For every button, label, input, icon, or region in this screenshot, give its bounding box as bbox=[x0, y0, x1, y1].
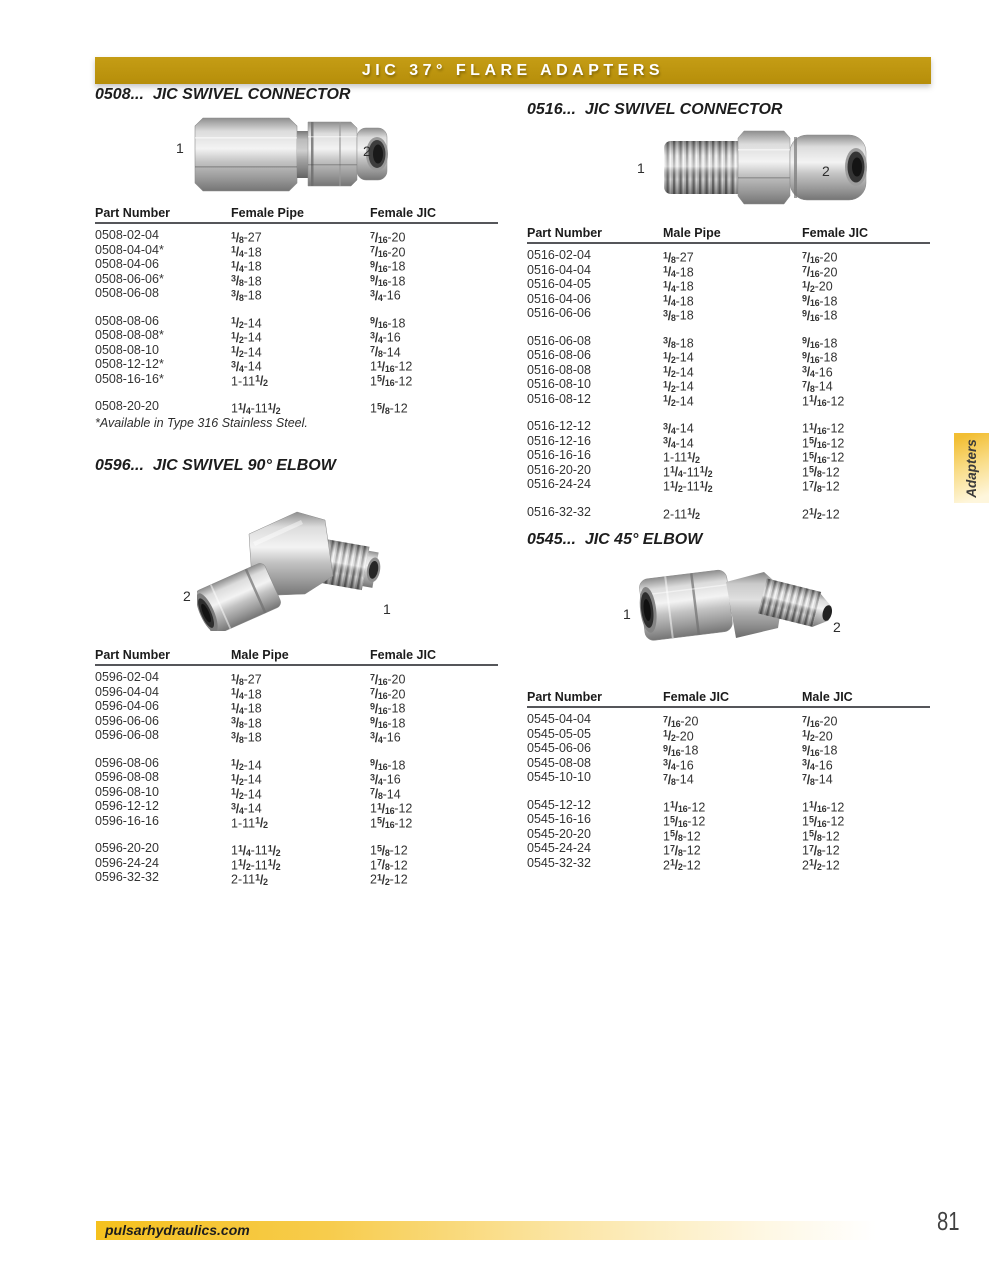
thread-size-cell: $^1/_2-14$ bbox=[231, 786, 262, 801]
part-number-cell: 0516-08-10 bbox=[527, 377, 591, 391]
table-row bbox=[527, 263, 930, 278]
part-number-cell: 0516-08-08 bbox=[527, 362, 591, 377]
table-row bbox=[95, 243, 498, 258]
thread-size-cell: $1^7/_8-12$ bbox=[802, 479, 840, 494]
thread-size-cell: $^1/_4-18$ bbox=[663, 264, 694, 279]
part-number-cell: 0516-20-20 bbox=[527, 462, 591, 477]
thread-size-cell: $^1/_2-20$ bbox=[802, 728, 833, 743]
table-row bbox=[527, 448, 930, 463]
table-row bbox=[95, 328, 498, 343]
part-number-cell: 0596-08-10 bbox=[95, 784, 159, 799]
parts-table-0545 bbox=[527, 690, 930, 870]
table-row bbox=[95, 770, 498, 785]
row-group-gap bbox=[527, 321, 930, 334]
thread-size-cell: $^9/_{16}-18$ bbox=[370, 757, 406, 772]
thread-size-cell: $1^7/_8-12$ bbox=[370, 857, 408, 872]
part-number-cell: 0508-04-04* bbox=[95, 242, 164, 257]
column-header: Female JIC bbox=[370, 648, 437, 662]
thread-size-cell: $^3/_8-18$ bbox=[231, 273, 262, 288]
part-number-cell: 0545-16-16 bbox=[527, 812, 591, 826]
part-number-cell: 0508-06-08 bbox=[95, 286, 159, 300]
thread-size-cell: $2-11^1/_2$ bbox=[231, 872, 268, 887]
thread-size-cell: $^3/_4-16$ bbox=[663, 757, 694, 772]
part-number-cell: 0516-12-16 bbox=[527, 433, 591, 448]
callout-number: 1 bbox=[176, 140, 184, 156]
part-number-cell: 0596-04-04 bbox=[95, 684, 159, 699]
parts-table-0508 bbox=[95, 206, 498, 414]
part-number-cell: 0508-04-06 bbox=[95, 257, 159, 271]
thread-size-cell: $1^1/_4-11^1/_2$ bbox=[231, 401, 281, 416]
section-title-0596: 0596... JIC SWIVEL 90° ELBOW bbox=[95, 457, 336, 474]
column-header: Part Number bbox=[95, 648, 171, 662]
table-row bbox=[527, 434, 930, 449]
row-group-gap bbox=[527, 406, 930, 419]
thread-size-cell: $^3/_4-16$ bbox=[802, 364, 833, 379]
table-row bbox=[527, 377, 930, 392]
column-header: Part Number bbox=[527, 690, 603, 704]
part-number-cell: 0596-32-32 bbox=[95, 870, 159, 884]
thread-size-cell: $^1/_8-27$ bbox=[231, 672, 262, 687]
thread-size-cell: $1^5/_8-12$ bbox=[370, 401, 408, 416]
part-number-cell: 0596-20-20 bbox=[95, 841, 159, 855]
part-number-cell: 0516-32-32 bbox=[527, 504, 591, 519]
thread-size-cell: $^9/_{16}-18$ bbox=[370, 273, 406, 288]
table-row bbox=[527, 419, 930, 434]
part-number-cell: 0596-08-08 bbox=[95, 770, 159, 784]
thread-size-cell: $1-11^1/_2$ bbox=[663, 450, 700, 465]
part-number-cell: 0516-24-24 bbox=[527, 477, 591, 491]
thread-size-cell: $^3/_4-16$ bbox=[802, 757, 833, 772]
table-row bbox=[95, 399, 498, 414]
table-header-row bbox=[527, 690, 930, 708]
section-tab-label: Adapters bbox=[964, 438, 980, 498]
part-number-cell: 0516-12-12 bbox=[527, 419, 591, 433]
part-number-cell: 0516-02-04 bbox=[527, 248, 591, 262]
table-row bbox=[95, 785, 498, 800]
page-banner-title: JIC 37° FLARE ADAPTERS bbox=[95, 57, 931, 84]
part-number-cell: 0516-08-12 bbox=[527, 391, 591, 406]
product-image-0596 bbox=[197, 498, 383, 631]
callout-number: 2 bbox=[363, 143, 371, 159]
thread-size-cell: $^1/_4-18$ bbox=[231, 701, 262, 716]
column-header: Male JIC bbox=[802, 690, 853, 704]
table-row bbox=[95, 343, 498, 358]
column-header: Part Number bbox=[527, 226, 603, 240]
table-row bbox=[527, 741, 930, 756]
thread-size-cell: $1-11^1/_2$ bbox=[231, 373, 268, 388]
thread-size-cell: $^3/_8-18$ bbox=[663, 308, 694, 323]
table-row bbox=[95, 685, 498, 700]
thread-size-cell: $^1/_2-14$ bbox=[231, 315, 262, 330]
thread-size-cell: $1^5/_8-12$ bbox=[370, 843, 408, 858]
thread-size-cell: $^1/_2-20$ bbox=[802, 279, 833, 294]
table-row bbox=[527, 248, 930, 263]
part-number-cell: 0596-06-06 bbox=[95, 713, 159, 728]
callout-number: 2 bbox=[183, 588, 191, 604]
thread-size-cell: $^1/_4-18$ bbox=[663, 279, 694, 294]
part-number-cell: 0545-08-08 bbox=[527, 755, 591, 770]
table-row bbox=[95, 257, 498, 272]
thread-size-cell: $^3/_8-18$ bbox=[231, 730, 262, 745]
thread-size-cell: $1^1/_{16}-12$ bbox=[370, 359, 413, 374]
column-header: Part Number bbox=[95, 206, 171, 220]
part-number-cell: 0516-04-04 bbox=[527, 262, 591, 277]
thread-size-cell: $1^1/_2-11^1/_2$ bbox=[231, 857, 281, 872]
part-number-cell: 0545-04-04 bbox=[527, 712, 591, 726]
thread-size-cell: $^9/_{16}-18$ bbox=[802, 335, 838, 350]
thread-size-cell: $1^7/_8-12$ bbox=[802, 843, 840, 858]
part-number-cell: 0596-06-08 bbox=[95, 728, 159, 742]
thread-size-cell: $^7/_{16}-20$ bbox=[370, 244, 406, 259]
table-row bbox=[95, 856, 498, 871]
table-row bbox=[95, 228, 498, 243]
thread-size-cell: $^3/_4-16$ bbox=[370, 772, 401, 787]
thread-size-cell: $^7/_{16}-20$ bbox=[370, 672, 406, 687]
callout-number: 1 bbox=[383, 601, 391, 617]
thread-size-cell: $^7/_{16}-20$ bbox=[802, 250, 838, 265]
table-row bbox=[527, 505, 930, 520]
thread-size-cell: $^1/_2-20$ bbox=[663, 728, 694, 743]
part-number-cell: 0545-20-20 bbox=[527, 826, 591, 841]
footer-website-link[interactable]: pulsarhydraulics.com bbox=[105, 1222, 250, 1238]
part-number-cell: 0516-08-06 bbox=[527, 348, 591, 362]
thread-size-cell: $1^5/_{16}-12$ bbox=[802, 450, 845, 465]
thread-size-cell: $1^1/_2-11^1/_2$ bbox=[663, 479, 713, 494]
table-row bbox=[95, 699, 498, 714]
part-number-cell: 0516-04-05 bbox=[527, 277, 591, 291]
thread-size-cell: $^1/_8-27$ bbox=[663, 250, 694, 265]
thread-size-cell: $2^1/_2-12$ bbox=[663, 857, 701, 872]
part-number-cell: 0545-24-24 bbox=[527, 841, 591, 855]
thread-size-cell: $1-11^1/_2$ bbox=[231, 815, 268, 830]
part-number-cell: 0508-02-04 bbox=[95, 228, 159, 242]
thread-size-cell: $^7/_8-14$ bbox=[802, 379, 833, 394]
table-row bbox=[527, 477, 930, 492]
part-number-cell: 0596-24-24 bbox=[95, 855, 159, 870]
table-header-row bbox=[95, 648, 498, 666]
table-header-row bbox=[527, 226, 930, 244]
table-row bbox=[527, 856, 930, 871]
section-title-0508: 0508... JIC SWIVEL CONNECTOR bbox=[95, 86, 351, 103]
thread-size-cell: $^1/_4-18$ bbox=[231, 686, 262, 701]
row-group-gap bbox=[95, 386, 498, 399]
thread-size-cell: $^1/_2-14$ bbox=[663, 350, 694, 365]
thread-size-cell: $^7/_{16}-20$ bbox=[370, 230, 406, 245]
thread-size-cell: $^1/_2-14$ bbox=[663, 393, 694, 408]
thread-size-cell: $1^1/_{16}-12$ bbox=[370, 801, 413, 816]
thread-size-cell: $^3/_4-14$ bbox=[663, 421, 694, 436]
thread-size-cell: $^9/_{16}-18$ bbox=[663, 743, 699, 758]
thread-size-cell: $1^1/_{16}-12$ bbox=[802, 799, 845, 814]
thread-size-cell: $^3/_8-18$ bbox=[231, 288, 262, 303]
part-number-cell: 0516-06-08 bbox=[527, 333, 591, 348]
table-row bbox=[527, 827, 930, 842]
part-number-cell: 0508-16-16* bbox=[95, 371, 164, 386]
table-row bbox=[527, 292, 930, 307]
parts-table-0596 bbox=[95, 648, 498, 885]
table-row bbox=[95, 286, 498, 301]
part-number-cell: 0516-06-06 bbox=[527, 306, 591, 320]
thread-size-cell: $^1/_4-18$ bbox=[231, 244, 262, 259]
thread-size-cell: $^7/_8-14$ bbox=[802, 772, 833, 787]
thread-size-cell: $^1/_2-14$ bbox=[231, 772, 262, 787]
thread-size-cell: $1^5/_{16}-12$ bbox=[663, 814, 706, 829]
table-row bbox=[95, 799, 498, 814]
part-number-cell: 0596-12-12 bbox=[95, 799, 159, 813]
table-row bbox=[527, 306, 930, 321]
thread-size-cell: $^7/_{16}-20$ bbox=[802, 714, 838, 729]
thread-size-cell: $^9/_{16}-18$ bbox=[802, 350, 838, 365]
thread-size-cell: $1^1/_{16}-12$ bbox=[802, 421, 845, 436]
part-number-cell: 0508-08-06 bbox=[95, 313, 159, 328]
table-row bbox=[527, 756, 930, 771]
thread-size-cell: $2^1/_2-12$ bbox=[802, 857, 840, 872]
thread-size-cell: $^1/_2-14$ bbox=[663, 364, 694, 379]
section-title-0516: 0516... JIC SWIVEL CONNECTOR bbox=[527, 101, 783, 118]
thread-size-cell: $^7/_{16}-20$ bbox=[802, 264, 838, 279]
thread-size-cell: $2^1/_2-12$ bbox=[802, 506, 840, 521]
table-row bbox=[95, 372, 498, 387]
part-number-cell: 0545-32-32 bbox=[527, 855, 591, 870]
column-header: Male Pipe bbox=[663, 226, 721, 240]
section-title-0545: 0545... JIC 45° ELBOW bbox=[527, 531, 703, 548]
row-group-gap bbox=[527, 492, 930, 505]
column-header: Male Pipe bbox=[231, 648, 289, 662]
thread-size-cell: $^3/_4-14$ bbox=[231, 359, 262, 374]
part-number-cell: 0516-04-06 bbox=[527, 291, 591, 306]
part-number-cell: 0508-08-10 bbox=[95, 342, 159, 357]
thread-size-cell: $^1/_2-14$ bbox=[231, 330, 262, 345]
thread-size-cell: $^1/_4-18$ bbox=[231, 259, 262, 274]
stainless-footnote: *Available in Type 316 Stainless Steel. bbox=[95, 416, 308, 430]
thread-size-cell: $^3/_4-14$ bbox=[231, 801, 262, 816]
table-row bbox=[95, 670, 498, 685]
thread-size-cell: $^7/_{16}-20$ bbox=[370, 686, 406, 701]
thread-size-cell: $^3/_4-16$ bbox=[370, 288, 401, 303]
thread-size-cell: $1^5/_{16}-12$ bbox=[802, 435, 845, 450]
thread-size-cell: $^3/_8-18$ bbox=[663, 335, 694, 350]
part-number-cell: 0508-08-08* bbox=[95, 328, 164, 342]
part-number-cell: 0545-12-12 bbox=[527, 797, 591, 812]
thread-size-cell: $^9/_{16}-18$ bbox=[802, 293, 838, 308]
table-row bbox=[527, 712, 930, 727]
row-group-gap bbox=[95, 301, 498, 314]
thread-size-cell: $^1/_2-14$ bbox=[231, 757, 262, 772]
table-row bbox=[95, 756, 498, 771]
part-number-cell: 0596-04-06 bbox=[95, 699, 159, 713]
page-number: 81 bbox=[937, 1206, 960, 1236]
thread-size-cell: $^1/_8-27$ bbox=[231, 230, 262, 245]
thread-size-cell: $^3/_4-16$ bbox=[370, 730, 401, 745]
thread-size-cell: $^7/_8-14$ bbox=[663, 772, 694, 787]
thread-size-cell: $^1/_2-14$ bbox=[663, 379, 694, 394]
thread-size-cell: $1^1/_4-11^1/_2$ bbox=[663, 464, 713, 479]
callout-number: 1 bbox=[623, 606, 631, 622]
part-number-cell: 0508-20-20 bbox=[95, 399, 159, 413]
thread-size-cell: $1^5/_{16}-12$ bbox=[370, 815, 413, 830]
thread-size-cell: $^9/_{16}-18$ bbox=[370, 715, 406, 730]
row-group-gap bbox=[527, 785, 930, 798]
callout-number: 2 bbox=[822, 163, 830, 179]
table-row bbox=[95, 714, 498, 729]
part-number-cell: 0545-10-10 bbox=[527, 770, 591, 784]
section-tab-adapters bbox=[954, 433, 989, 503]
table-row bbox=[95, 314, 498, 329]
thread-size-cell: $1^1/_{16}-12$ bbox=[802, 393, 845, 408]
thread-size-cell: $^7/_{16}-20$ bbox=[663, 714, 699, 729]
table-row bbox=[95, 357, 498, 372]
thread-size-cell: $1^5/_8-12$ bbox=[802, 464, 840, 479]
table-row bbox=[527, 348, 930, 363]
thread-size-cell: $^9/_{16}-18$ bbox=[370, 259, 406, 274]
table-row bbox=[527, 727, 930, 742]
parts-table-0516 bbox=[527, 226, 930, 519]
thread-size-cell: $^9/_{16}-18$ bbox=[370, 701, 406, 716]
part-number-cell: 0596-16-16 bbox=[95, 813, 159, 828]
thread-size-cell: $^3/_4-14$ bbox=[663, 435, 694, 450]
thread-size-cell: $2^1/_2-12$ bbox=[370, 872, 408, 887]
row-group-gap bbox=[95, 828, 498, 841]
thread-size-cell: $^9/_{16}-18$ bbox=[802, 308, 838, 323]
table-row bbox=[527, 334, 930, 349]
table-row bbox=[527, 392, 930, 407]
table-row bbox=[95, 841, 498, 856]
thread-size-cell: $^7/_8-14$ bbox=[370, 344, 401, 359]
thread-size-cell: $1^5/_{16}-12$ bbox=[370, 373, 413, 388]
product-image-0516 bbox=[660, 125, 875, 209]
part-number-cell: 0545-06-06 bbox=[527, 741, 591, 755]
thread-size-cell: $1^5/_8-12$ bbox=[802, 828, 840, 843]
part-number-cell: 0545-05-05 bbox=[527, 726, 591, 741]
table-row bbox=[527, 812, 930, 827]
table-row bbox=[527, 463, 930, 478]
table-row bbox=[527, 841, 930, 856]
column-header: Female Pipe bbox=[231, 206, 304, 220]
thread-size-cell: $1^1/_4-11^1/_2$ bbox=[231, 843, 281, 858]
thread-size-cell: $2-11^1/_2$ bbox=[663, 506, 700, 521]
part-number-cell: 0516-16-16 bbox=[527, 448, 591, 462]
thread-size-cell: $^1/_2-14$ bbox=[231, 344, 262, 359]
part-number-cell: 0596-02-04 bbox=[95, 670, 159, 684]
part-number-cell: 0508-12-12* bbox=[95, 357, 164, 371]
table-row bbox=[95, 272, 498, 287]
thread-size-cell: $1^1/_{16}-12$ bbox=[663, 799, 706, 814]
table-header-row bbox=[95, 206, 498, 224]
table-row bbox=[527, 798, 930, 813]
footer-bar bbox=[96, 1221, 876, 1240]
table-row bbox=[95, 814, 498, 829]
row-group-gap bbox=[95, 743, 498, 756]
thread-size-cell: $^9/_{16}-18$ bbox=[802, 743, 838, 758]
table-row bbox=[527, 363, 930, 378]
table-row bbox=[527, 277, 930, 292]
thread-size-cell: $^1/_4-18$ bbox=[663, 293, 694, 308]
product-image-0545 bbox=[638, 556, 833, 653]
column-header: Female JIC bbox=[370, 206, 437, 220]
column-header: Female JIC bbox=[663, 690, 730, 704]
column-header: Female JIC bbox=[802, 226, 869, 240]
thread-size-cell: $1^5/_8-12$ bbox=[663, 828, 701, 843]
thread-size-cell: $^7/_8-14$ bbox=[370, 786, 401, 801]
table-row bbox=[95, 870, 498, 885]
table-row bbox=[95, 728, 498, 743]
thread-size-cell: $^3/_4-16$ bbox=[370, 330, 401, 345]
part-number-cell: 0596-08-06 bbox=[95, 755, 159, 770]
thread-size-cell: $1^5/_{16}-12$ bbox=[802, 814, 845, 829]
callout-number: 2 bbox=[833, 619, 841, 635]
thread-size-cell: $^9/_{16}-18$ bbox=[370, 315, 406, 330]
thread-size-cell: $^3/_8-18$ bbox=[231, 715, 262, 730]
part-number-cell: 0508-06-06* bbox=[95, 271, 164, 286]
callout-number: 1 bbox=[637, 160, 645, 176]
thread-size-cell: $1^7/_8-12$ bbox=[663, 843, 701, 858]
table-row bbox=[527, 770, 930, 785]
